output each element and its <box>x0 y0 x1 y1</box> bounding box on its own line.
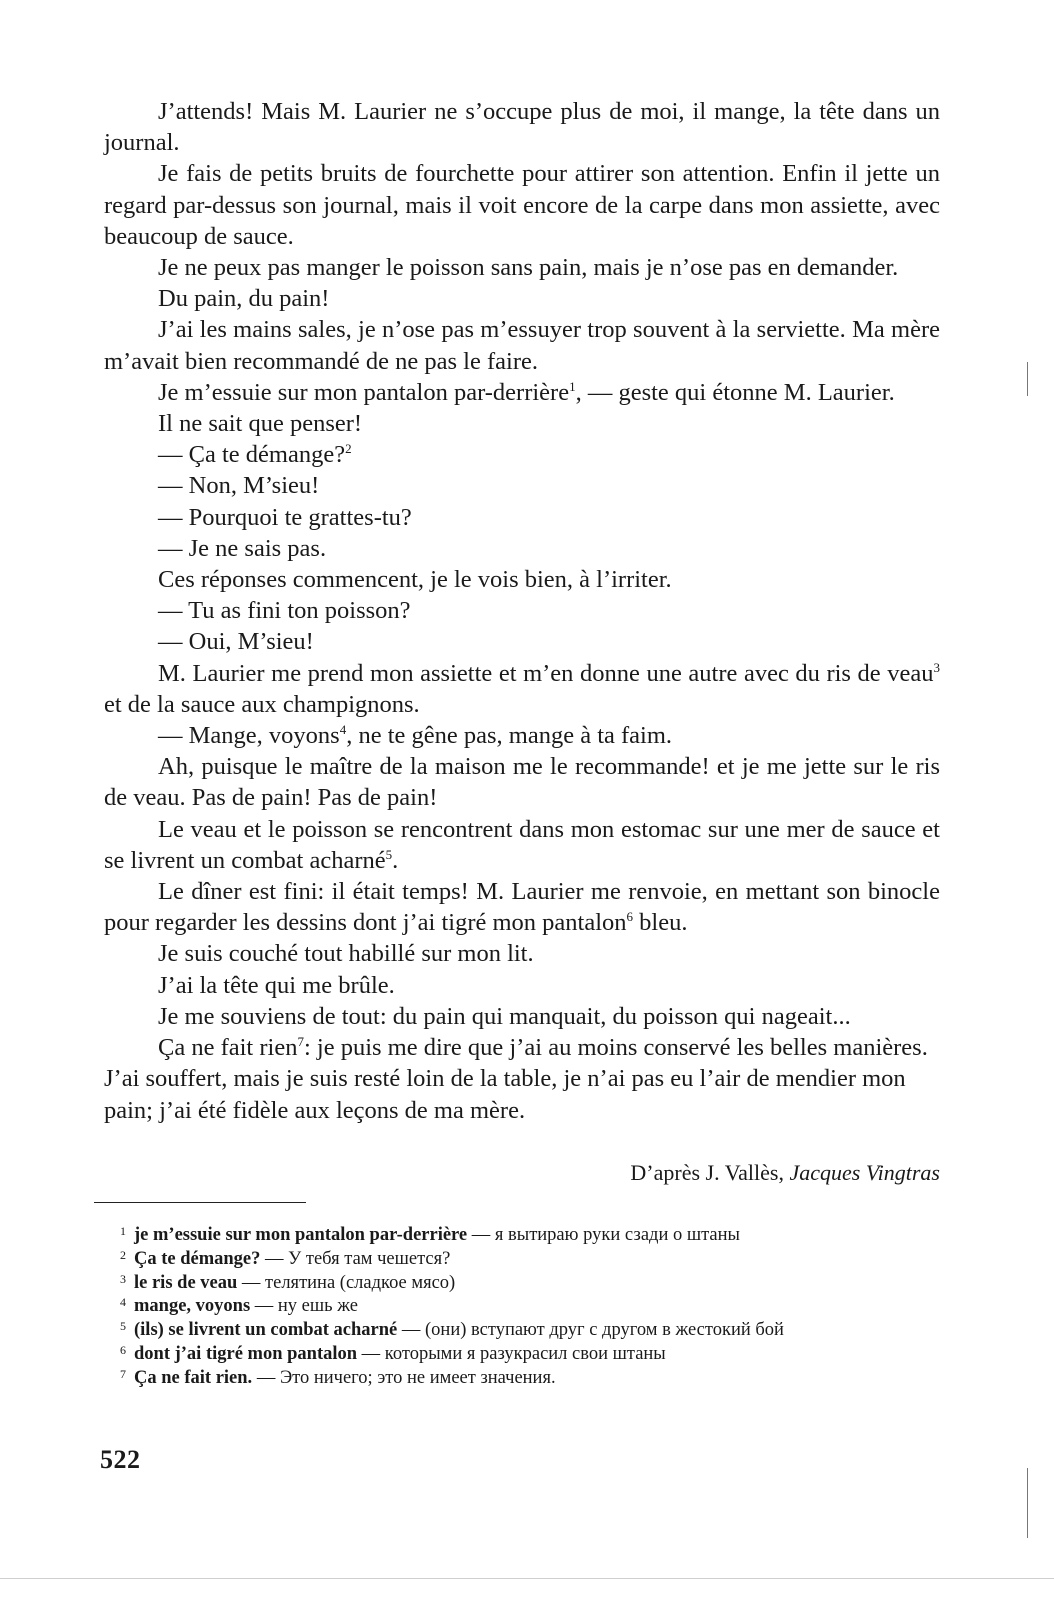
footnote-term: dont j’ai tigré mon pantalon <box>134 1343 358 1364</box>
footnotes <box>120 1224 954 1391</box>
footnote <box>120 1366 954 1391</box>
paragraph-text: bleu. <box>633 909 688 937</box>
main-text <box>104 96 940 1126</box>
footnote-number: 6 <box>120 1342 126 1357</box>
paragraph-text: . <box>392 846 399 874</box>
paragraph: Je ne peux pas manger le poisson sans pain, mais je n’ose pas en demander. <box>158 254 899 282</box>
footnote <box>120 1342 954 1367</box>
footnote-term: (ils) se livrent un combat acharné <box>134 1320 398 1341</box>
paragraph-text: Ça ne fait rien <box>158 1034 298 1062</box>
footnote-translation: — которыми я разукрасил свои штаны <box>357 1343 666 1364</box>
footnote-translation: — телятина (сладкое мясо) <box>237 1272 456 1293</box>
footnote-term: Ça ne fait rien. <box>134 1367 253 1388</box>
footnote-ref: 7 <box>297 1034 304 1050</box>
paragraph: Du pain, du pain! <box>158 285 330 313</box>
paragraph: — Tu as fini ton poisson? <box>158 597 411 625</box>
paragraph <box>104 377 940 408</box>
paragraph <box>104 720 940 751</box>
footnote-number: 5 <box>120 1319 126 1334</box>
source-attribution <box>630 1158 940 1188</box>
paragraph: Je me souviens de tout: du pain qui manquait, du poisson qui nageait... <box>158 1002 851 1030</box>
paragraph-text: et de la sauce aux champignons. <box>104 690 420 718</box>
paragraph <box>104 658 940 720</box>
paragraph: Il ne sait que penser! <box>158 410 363 438</box>
footnote-translation: — (они) вступают друг с другом в жестокий бой <box>397 1320 784 1341</box>
footnote-number: 2 <box>120 1247 126 1262</box>
footnote-translation: — У тебя там чешется? <box>260 1248 451 1269</box>
footnote-ref: 2 <box>345 441 352 457</box>
footnote <box>120 1224 954 1248</box>
footnote-translation: — Это ничего; это не имеет значения. <box>252 1367 556 1388</box>
footnote-divider <box>94 1202 306 1203</box>
footnote-ref: 5 <box>385 846 393 862</box>
footnote <box>120 1247 954 1272</box>
paragraph: Ah, puisque le maître de la maison me le recommande! et je me jette sur le ris de veau. Pas de pain! Pas de pain! <box>104 753 940 812</box>
paragraph <box>104 814 940 876</box>
paragraph: J’attends! Mais M. Laurier ne s’occupe plus de moi, il mange, la tête dans un journal. <box>104 98 940 157</box>
paragraph: — Je ne sais pas. <box>158 534 327 562</box>
paragraph-text: , ne te gêne pas, mange à ta faim. <box>346 722 673 750</box>
paragraph <box>104 1032 940 1126</box>
paragraph-text: , — geste qui étonne M. Laurier. <box>575 378 895 406</box>
footnote-number: 3 <box>120 1271 126 1286</box>
footnote-translation: — ну ешь же <box>250 1296 358 1317</box>
paragraph: Ces réponses commencent, je le vois bien, à l’irriter. <box>158 566 672 594</box>
paragraph-text: — Mange, voyons <box>158 722 340 750</box>
paragraph-text: : je puis me dire que j’ai au moins conservé les belles manières. J’ai souffert, mais je suis resté loin de la table, je n’ai pas eu l’air de mendier mon pain; j’ai été fidèle aux leçons de ma mère. <box>104 1034 928 1124</box>
footnote-term: le ris de veau <box>134 1272 238 1293</box>
paragraph-text: Je m’essuie sur mon pantalon par-derrière <box>158 378 570 406</box>
paragraph: — Non, M’sieu! <box>158 472 320 500</box>
paragraph <box>104 439 940 470</box>
paragraph-text: Le dîner est fini: il était temps! M. Laurier me renvoie, en mettant son binocle pour regarder les dessins dont j’ai tigré mon pantalon <box>104 878 940 937</box>
paragraph-text: Le veau et le poisson se rencontrent dans mon estomac sur une mer de sauce et se livrent un combat acharné <box>104 815 940 874</box>
paragraph: Je suis couché tout habillé sur mon lit. <box>158 940 534 968</box>
footnote-translation: — я вытираю руки сзади о штаны <box>467 1225 740 1245</box>
footnote-term: mange, voyons <box>134 1296 251 1317</box>
footnote-term: je m’essuie sur mon pantalon par-derrière <box>134 1225 468 1245</box>
paragraph <box>104 876 940 938</box>
paragraph-text: — Ça te démange? <box>158 441 346 469</box>
paragraph: J’ai les mains sales, je n’ose pas m’essuyer trop souvent à la serviette. Ma mère m’avait bien recommandé de ne pas le faire. <box>104 316 940 375</box>
footnote-number: 7 <box>120 1366 126 1381</box>
scan-edge-mark <box>1027 362 1028 396</box>
footnote-ref: 4 <box>339 722 347 738</box>
scan-edge-mark <box>1027 1468 1028 1538</box>
footnote <box>120 1319 954 1343</box>
page-number: 522 <box>100 1445 141 1474</box>
scan-edge-line <box>0 1578 1054 1579</box>
paragraph-text: M. Laurier me prend mon assiette et m’en donne une autre avec du ris de veau <box>158 659 934 687</box>
footnote <box>120 1295 954 1319</box>
paragraph: — Oui, M’sieu! <box>158 628 314 656</box>
paragraph: — Pourquoi te grattes-tu? <box>158 503 412 531</box>
footnote-ref: 1 <box>569 378 576 394</box>
footnote-number: 1 <box>120 1224 126 1238</box>
footnote-number: 4 <box>120 1295 126 1310</box>
footnote <box>120 1271 954 1296</box>
paragraph: Je fais de petits bruits de fourchette pour attirer son attention. Enfin il jette un regard par-dessus son journal, mais il voit encore de la carpe dans mon assiette, avec beaucoup de sauce. <box>104 160 940 250</box>
footnote-term: Ça te démange? <box>134 1248 261 1269</box>
footnote-ref: 3 <box>933 659 940 675</box>
attribution-author: D’après J. Vallès, <box>630 1160 790 1185</box>
attribution-work-title: Jacques Vingtras <box>789 1160 940 1185</box>
paragraph: J’ai la tête qui me brûle. <box>158 971 395 999</box>
footnote-ref: 6 <box>626 909 634 925</box>
